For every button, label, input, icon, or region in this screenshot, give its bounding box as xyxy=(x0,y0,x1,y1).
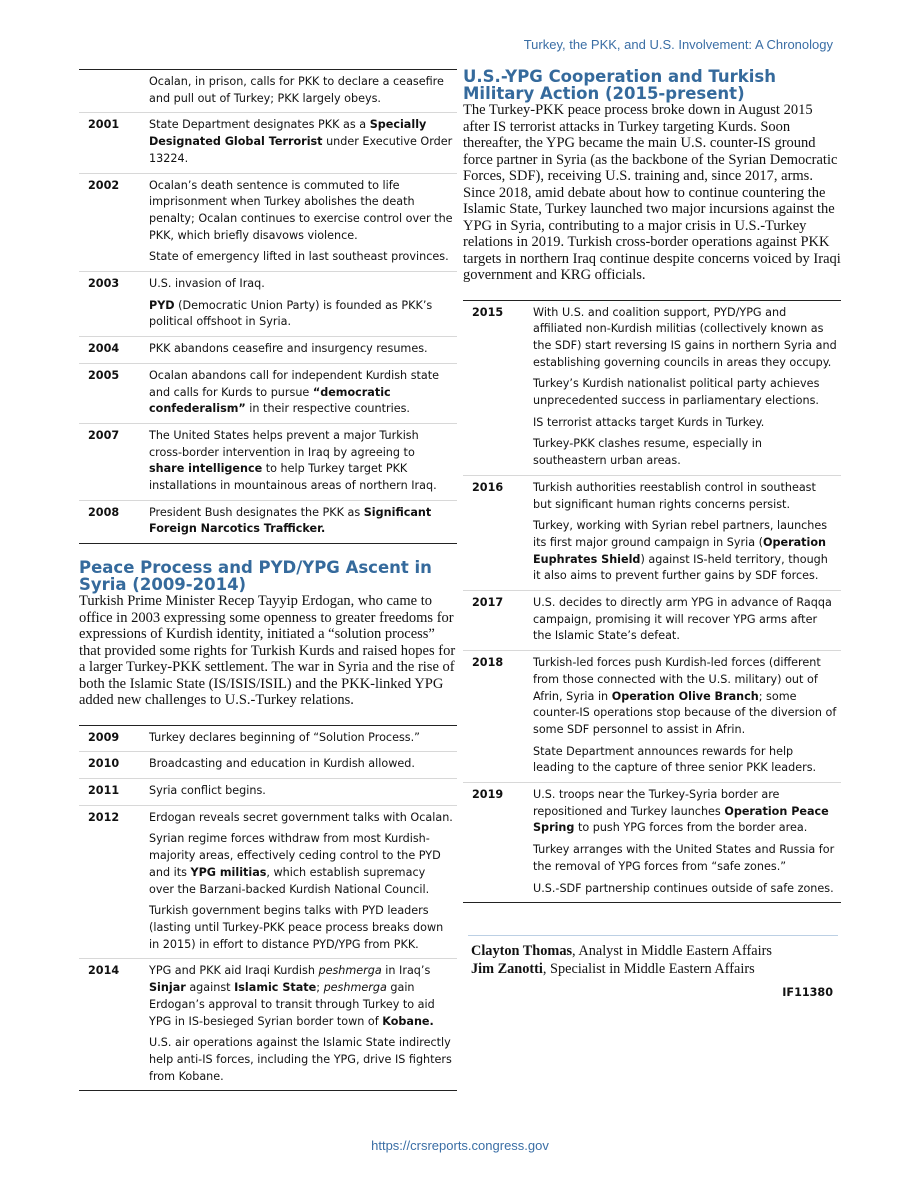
event-text: U.S.-SDF partnership continues outside of safe zones. xyxy=(533,881,834,895)
timeline-year: 2018 xyxy=(463,651,533,783)
timeline-events xyxy=(533,651,841,783)
author-line xyxy=(471,960,841,978)
timeline-events xyxy=(149,752,457,779)
event-text: under Executive Order 13224. xyxy=(149,135,453,165)
timeline-event xyxy=(149,249,453,266)
running-header: Turkey, the PKK, and U.S. Involvement: A Chronology xyxy=(523,37,833,52)
timeline-event xyxy=(149,963,453,1030)
right-column xyxy=(463,69,841,999)
emphasis-text: Islamic State xyxy=(234,981,317,995)
timeline-row xyxy=(463,783,841,903)
event-text: Ocalan’s death sentence is commuted to life imprisonment when Turkey abolishes the death penalty; Ocalan continues to exercise control over the PKK, which briefly disavows violence. xyxy=(149,178,453,242)
timeline-events xyxy=(149,173,457,272)
timeline-year xyxy=(79,70,149,113)
timeline-events xyxy=(533,475,841,590)
timeline-events xyxy=(149,70,457,113)
event-text: to help Turkey target PKK installations in mountainous areas of northern Iraq. xyxy=(149,462,437,493)
emphasis-text: YPG militias xyxy=(190,865,267,879)
event-text: U.S. invasion of Iraq. xyxy=(149,277,265,291)
timeline-events xyxy=(149,423,457,500)
event-text: Broadcasting and education in Kurdish allowed. xyxy=(149,757,415,771)
timeline-event xyxy=(149,903,453,953)
event-text: State Department announces rewards for help leading to the capture of three senior PKK leaders. xyxy=(533,744,817,775)
timeline-event xyxy=(533,415,837,432)
timeline-event xyxy=(149,368,453,418)
emphasis-text: Significant Foreign Narcotics Trafficker. xyxy=(149,505,432,536)
timeline-event xyxy=(149,298,453,331)
left-column xyxy=(79,69,457,1091)
event-text: With U.S. and coalition support, PYD/YPG and affiliated non-Kurdish militias (collectively known as the SDF) start reversing IS gains in northern Syria and establishing governing councils in areas they occupy. xyxy=(533,305,837,369)
timeline-event xyxy=(533,787,837,837)
timeline-event xyxy=(149,341,453,358)
italic-text: peshmerga xyxy=(323,981,387,995)
timeline-events xyxy=(533,591,841,651)
timeline-row xyxy=(79,959,457,1091)
timeline-year: 2007 xyxy=(79,423,149,500)
timeline-year: 2017 xyxy=(463,591,533,651)
event-text: Turkey arranges with the United States and Russia for the removal of YPG forces from “safe zones.” xyxy=(533,843,835,873)
timeline-year: 2004 xyxy=(79,337,149,364)
event-text: Turkey-PKK clashes resume, especially in southeastern urban areas. xyxy=(533,437,762,468)
author-name: Clayton Thomas xyxy=(471,943,573,960)
timeline-table-peace xyxy=(79,725,457,1092)
timeline-event xyxy=(149,730,453,747)
event-text: to push YPG forces from the border area. xyxy=(574,821,808,835)
timeline-row xyxy=(79,779,457,806)
timeline-row xyxy=(463,591,841,651)
event-text: President Bush designates the PKK as xyxy=(149,505,364,519)
timeline-event xyxy=(149,276,453,293)
timeline-event xyxy=(533,655,837,739)
event-text: PKK abandons ceasefire and insurgency resumes. xyxy=(149,342,428,356)
event-text: IS terrorist attacks target Kurds in Turkey. xyxy=(533,415,765,429)
timeline-event xyxy=(533,595,837,645)
timeline-row xyxy=(463,300,841,475)
emphasis-text: PYD xyxy=(149,298,175,312)
emphasis-text: Operation Peace Spring xyxy=(533,804,829,835)
timeline-year: 2012 xyxy=(79,805,149,959)
timeline-row xyxy=(79,337,457,364)
timeline-year: 2001 xyxy=(79,113,149,173)
timeline-row xyxy=(79,805,457,959)
timeline-event xyxy=(149,756,453,773)
timeline-event xyxy=(149,783,453,800)
timeline-year: 2005 xyxy=(79,363,149,423)
event-text: Turkish authorities reestablish control in southeast but significant human rights concerns persist. xyxy=(533,480,816,511)
timeline-event xyxy=(533,480,837,513)
timeline-event xyxy=(149,74,453,107)
emphasis-text: Sinjar xyxy=(149,981,186,995)
timeline-row xyxy=(463,475,841,590)
emphasis-text: “democratic confederalism” xyxy=(149,385,391,416)
timeline-row xyxy=(79,423,457,500)
event-text: Turkish-led forces push Kurdish-led forces (different from those connected with the U.S. military) out of Afrin, Syria in xyxy=(533,656,821,703)
timeline-year: 2008 xyxy=(79,500,149,543)
timeline-event xyxy=(533,436,837,469)
timeline-row xyxy=(79,725,457,752)
timeline-year: 2003 xyxy=(79,272,149,337)
timeline-event xyxy=(149,428,453,495)
timeline-event xyxy=(149,1035,453,1085)
timeline-events xyxy=(149,500,457,543)
timeline-event xyxy=(533,518,837,585)
author-name: Jim Zanotti xyxy=(471,961,543,978)
event-text: (Democratic Union Party) is founded as PKK’s political offshoot in Syria. xyxy=(149,298,433,329)
emphasis-text: Kobane. xyxy=(382,1014,434,1028)
timeline-events xyxy=(533,300,841,475)
timeline-row xyxy=(79,70,457,113)
timeline-event xyxy=(533,305,837,372)
timeline-year: 2015 xyxy=(472,305,504,319)
timeline-events xyxy=(149,272,457,337)
event-text: The United States helps prevent a major Turkish cross-border intervention in Iraq by agreeing to xyxy=(149,428,419,459)
timeline-event xyxy=(149,117,453,167)
author-line xyxy=(471,942,841,960)
timeline-year: 2010 xyxy=(79,752,149,779)
event-text: in their respective countries. xyxy=(245,402,410,416)
section-body-cooperation: The Turkey-PKK peace process broke down in August 2015 after IS terrorist attacks in Turkey targeting Kurds. Soon thereafter, the YPG became the main U.S. counter-IS ground force partner in Syria (as the backbone of the Syrian Democratic Forces, SDF), receiving U.S. training and, since 2017, arms. Since 2018, amid debate about how to continue countering the Islamic State, Turkey launched two major incursions against the YPG in Syria, contributing to a major crisis in U.S.-Turkey relations in 2019. Turkish cross-border operations against PKK targets in northern Iraq continue despite concerns voiced by Iraqi government and KRG officials. xyxy=(463,102,841,283)
timeline-events xyxy=(533,783,841,903)
timeline-events xyxy=(149,959,457,1091)
timeline-event xyxy=(149,178,453,245)
timeline-events xyxy=(149,805,457,959)
section-heading-peace-process: Peace Process and PYD/YPG Ascent in Syria (2009-2014) xyxy=(79,558,432,594)
timeline-table-cooperation xyxy=(463,300,841,904)
author-title: , Specialist in Middle Eastern Affairs xyxy=(542,961,755,978)
emphasis-text: Operation Euphrates Shield xyxy=(533,535,826,566)
timeline-row xyxy=(463,651,841,783)
italic-text: peshmerga xyxy=(318,964,382,978)
event-text: U.S. troops near the Turkey-Syria border are repositioned and Turkey launches xyxy=(533,788,780,818)
event-text: , which establish supremacy over the Barzani-backed Kurdish National Council. xyxy=(149,865,430,896)
author-title: , Analyst in Middle Eastern Affairs xyxy=(572,943,772,960)
timeline-row xyxy=(79,113,457,173)
timeline-year: 2019 xyxy=(463,783,533,903)
timeline-event xyxy=(533,744,837,777)
event-text: State Department designates PKK as a xyxy=(149,118,370,132)
event-text: gain Erdogan’s approval to transit through Turkey to aid YPG in IS-besieged Syrian border town of xyxy=(149,981,435,1028)
event-text: against xyxy=(185,981,235,995)
event-text: YPG and PKK aid Iraqi Kurdish xyxy=(149,964,319,978)
event-text: ) against IS-held territory, though it also aims to prevent further gains by SDF forces. xyxy=(533,552,828,583)
event-text: Ocalan abandons call for independent Kurdish state and calls for Kurds to pursue xyxy=(149,368,440,399)
event-text: U.S. air operations against the Islamic State indirectly help anti-IS forces, including the YPG, drive IS fighters from Kobane. xyxy=(149,1036,452,1083)
timeline-row xyxy=(79,272,457,337)
timeline-event xyxy=(149,810,453,827)
section-heading-cooperation: U.S.-YPG Cooperation and Turkish Military Action (2015-present) xyxy=(463,67,776,103)
timeline-events xyxy=(149,779,457,806)
timeline-year: 2011 xyxy=(79,779,149,806)
report-code: IF11380 xyxy=(782,986,833,1000)
timeline-events xyxy=(149,725,457,752)
event-text: Ocalan, in prison, calls for PKK to declare a ceasefire and pull out of Turkey; PKK largely obeys. xyxy=(149,75,444,105)
event-text: in Iraq’s xyxy=(381,964,431,978)
emphasis-text: Operation Olive Branch xyxy=(611,689,759,703)
event-text: Erdogan reveals secret government talks with Ocalan. xyxy=(149,810,453,824)
author-list xyxy=(463,942,841,978)
event-text: ; xyxy=(316,981,324,995)
event-text: Syrian regime forces withdraw from most Kurdish-majority areas, effectively ceding control to the PYD and its xyxy=(149,832,441,879)
timeline-event xyxy=(533,881,837,898)
event-text: U.S. decides to directly arm YPG in advance of Raqqa campaign, promising it will recover YPG arms after the Islamic State’s defeat. xyxy=(533,596,832,643)
event-text: Turkey, working with Syrian rebel partners, launches its first major ground campaign in Syria ( xyxy=(533,519,828,549)
timeline-row xyxy=(79,173,457,272)
event-text: Turkish government begins talks with PYD leaders (lasting until Turkey-PKK peace process breaks down in 2015) in effort to distance PYD/YPG from PKK. xyxy=(149,904,444,951)
timeline-event xyxy=(149,831,453,898)
event-text: Turkey declares beginning of “Solution Process.” xyxy=(149,730,420,744)
timeline-event xyxy=(533,842,837,875)
event-text: Turkey’s Kurdish nationalist political party achieves unprecedented success in parliamentary elections. xyxy=(533,377,820,408)
timeline-event xyxy=(149,505,453,538)
timeline-row xyxy=(79,500,457,543)
timeline-row xyxy=(79,363,457,423)
section-body-peace-process: Turkish Prime Minister Recep Tayyip Erdogan, who came to office in 2003 expressing some openness to greater freedoms for expressions of Kurdish identity, initiated a “solution process” that provided some rights for Turkish Kurds and raised hopes for a larger Turkey-PKK settlement. The war in Syria and the rise of both the Islamic State (IS/ISIS/ISIL) and the PKK-linked YPG added new challenges to U.S.-Turkey relations. xyxy=(79,593,456,709)
timeline-year: 2014 xyxy=(79,959,149,1091)
timeline-row xyxy=(79,752,457,779)
timeline-events xyxy=(149,337,457,364)
footer-url[interactable]: https://crsreports.congress.gov xyxy=(371,1138,549,1153)
timeline-event xyxy=(533,376,837,409)
event-text: State of emergency lifted in last southeast provinces. xyxy=(149,250,449,264)
timeline-year: 2009 xyxy=(88,730,120,744)
emphasis-text: Specially Designated Global Terrorist xyxy=(149,118,427,149)
timeline-table-early xyxy=(79,69,457,544)
event-text: ; some counter-IS operations stop because of the diversion of some SDF personnel to assist in Afrin. xyxy=(533,689,837,736)
timeline-year: 2016 xyxy=(463,475,533,590)
timeline-year: 2002 xyxy=(79,173,149,272)
timeline-events xyxy=(149,363,457,423)
event-text: Syria conflict begins. xyxy=(149,784,266,798)
emphasis-text: share intelligence xyxy=(149,462,263,476)
timeline-events xyxy=(149,113,457,173)
